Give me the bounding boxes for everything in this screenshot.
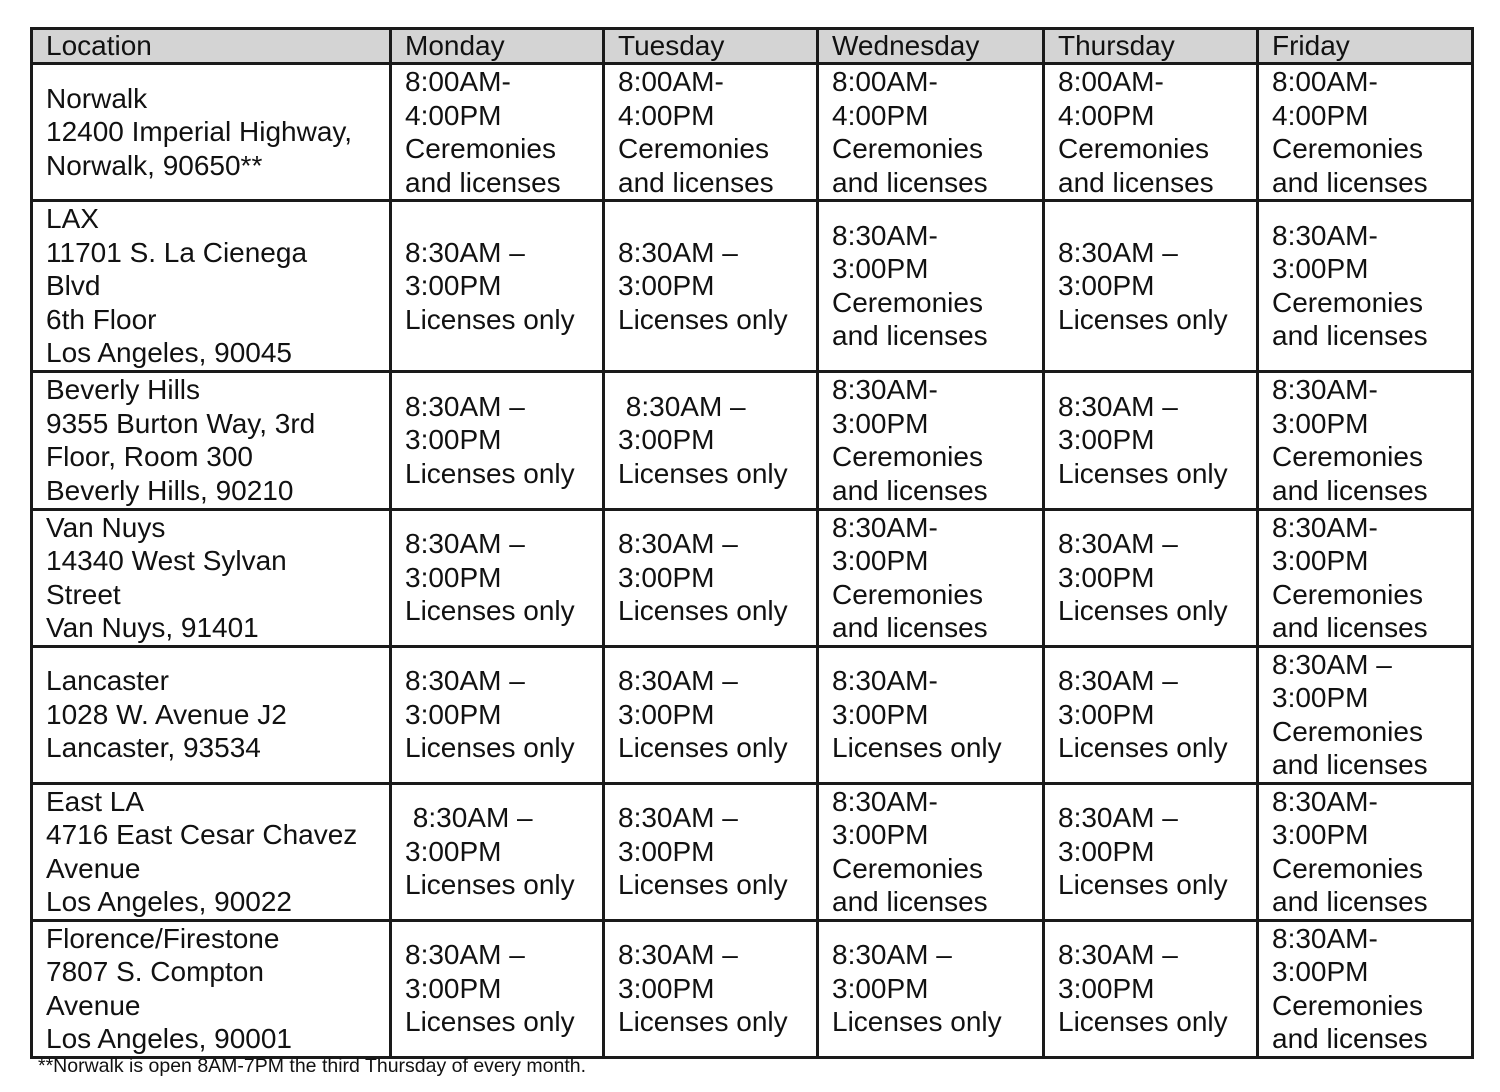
location-line: Van Nuys <box>46 511 166 543</box>
hours-cell-monday <box>391 201 604 372</box>
hours-line: Licenses only <box>618 457 788 489</box>
hours-line: Licenses only <box>1058 1006 1228 1038</box>
hours-line: and licenses <box>618 166 774 198</box>
table-row <box>32 371 1473 509</box>
hours-line: 8:30AM- <box>1272 374 1378 405</box>
hours-line: Ceremonies <box>832 578 983 610</box>
location-line: Beverly Hills, 90210 <box>46 474 294 506</box>
hours-cell-thursday <box>1044 371 1258 509</box>
hours-cell-wednesday <box>818 783 1044 920</box>
hours-line: Ceremonies <box>832 441 983 472</box>
hours-line: 3:00PM <box>1058 561 1155 593</box>
location-line: Florence/Firestone <box>46 922 280 954</box>
hours-cell-wednesday <box>818 509 1044 646</box>
header-thursday: Thursday <box>1044 29 1258 64</box>
hours-line: 8:00AM- <box>405 66 511 97</box>
table-header <box>32 29 1473 64</box>
hours-cell-monday <box>391 783 604 920</box>
hours-line: 8:30AM – <box>618 939 738 971</box>
hours-cell-thursday <box>1044 509 1258 646</box>
location-line: 14340 West Sylvan <box>46 545 287 576</box>
hours-line: Ceremonies <box>832 133 983 164</box>
hours-line: Ceremonies <box>1272 286 1423 318</box>
hours-line: 3:00PM <box>618 835 715 867</box>
hours-line: 8:30AM- <box>832 785 938 817</box>
hours-line: 3:00PM <box>618 270 715 301</box>
hours-line: 3:00PM <box>1058 698 1155 730</box>
location-line: Lancaster, 93534 <box>46 732 261 764</box>
hours-line: 8:30AM – <box>405 802 533 834</box>
hours-line: 4:00PM <box>1272 99 1369 131</box>
hours-cell-thursday <box>1044 646 1258 783</box>
location-cell <box>32 920 391 1057</box>
header-row <box>32 29 1473 64</box>
location-line: Lancaster <box>46 665 169 697</box>
header-friday: Friday <box>1258 29 1473 64</box>
location-line: Los Angeles, 90045 <box>46 337 292 368</box>
hours-cell-friday <box>1258 920 1473 1057</box>
hours-line: 3:00PM <box>1058 270 1155 301</box>
hours-line: 3:00PM <box>405 561 502 593</box>
hours-line: 3:00PM <box>1272 819 1369 850</box>
hours-line: Licenses only <box>1058 303 1228 335</box>
hours-line: and licenses <box>832 886 988 917</box>
hours-line: Licenses only <box>405 457 575 489</box>
hours-line: Licenses only <box>618 1006 788 1038</box>
hours-cell-friday <box>1258 783 1473 920</box>
hours-line: Licenses only <box>618 595 788 627</box>
hours-line: and licenses <box>1272 886 1428 917</box>
hours-line: 8:30AM – <box>618 528 738 560</box>
hours-cell-thursday <box>1044 64 1258 201</box>
hours-line: Licenses only <box>405 732 575 764</box>
location-cell <box>32 64 391 201</box>
location-cell <box>32 646 391 783</box>
hours-line: Ceremonies <box>1272 441 1423 472</box>
hours-line: 8:00AM- <box>1272 66 1378 97</box>
hours-cell-tuesday <box>604 371 818 509</box>
hours-line: 8:30AM – <box>1058 236 1178 268</box>
hours-cell-thursday <box>1044 201 1258 372</box>
hours-line: and licenses <box>1058 166 1214 198</box>
hours-line: 3:00PM <box>618 424 715 456</box>
hours-line: Ceremonies <box>1272 715 1423 747</box>
location-line: Floor, Room 300 <box>46 441 253 472</box>
hours-line: 3:00PM <box>618 972 715 1004</box>
hours-line: 8:30AM- <box>832 511 938 543</box>
hours-cell-tuesday <box>604 201 818 372</box>
hours-line: 8:30AM – <box>405 236 525 268</box>
hours-line: 3:00PM <box>832 407 929 439</box>
table-row <box>32 509 1473 646</box>
hours-line: Licenses only <box>1058 457 1228 489</box>
hours-line: Licenses only <box>405 1006 575 1038</box>
hours-line: and licenses <box>832 612 988 643</box>
hours-line: 3:00PM <box>832 972 929 1004</box>
hours-line: 3:00PM <box>405 424 502 456</box>
hours-line: 8:30AM – <box>1058 939 1178 971</box>
header-wednesday: Wednesday <box>818 29 1044 64</box>
hours-cell-friday <box>1258 646 1473 783</box>
hours-line: 8:30AM – <box>405 939 525 971</box>
hours-line: Ceremonies <box>1272 133 1423 164</box>
table-row <box>32 201 1473 372</box>
table-row <box>32 783 1473 920</box>
hours-line: 3:00PM <box>618 698 715 730</box>
hours-line: Licenses only <box>405 595 575 627</box>
hours-cell-tuesday <box>604 783 818 920</box>
hours-line: 8:30AM- <box>1272 511 1378 543</box>
hours-cell-monday <box>391 64 604 201</box>
hours-line: Ceremonies <box>405 133 556 164</box>
location-line: Blvd <box>46 270 101 301</box>
location-line: East LA <box>46 785 145 817</box>
hours-line: and licenses <box>1272 320 1428 352</box>
location-line: 1028 W. Avenue J2 <box>46 698 287 730</box>
schedule-table <box>30 27 1474 1059</box>
location-cell <box>32 783 391 920</box>
hours-cell-monday <box>391 509 604 646</box>
hours-line: 3:00PM <box>1272 682 1369 713</box>
location-line: Avenue <box>46 852 141 884</box>
hours-line: Licenses only <box>405 869 575 901</box>
hours-line: 3:00PM <box>405 270 502 301</box>
hours-line: Licenses only <box>618 303 788 335</box>
hours-line: Ceremonies <box>1058 133 1209 164</box>
hours-cell-friday <box>1258 371 1473 509</box>
hours-line: 8:30AM- <box>1272 785 1378 817</box>
hours-line: and licenses <box>832 474 988 506</box>
hours-line: Ceremonies <box>1272 578 1423 610</box>
hours-line: 8:30AM – <box>618 802 738 834</box>
location-line: Norwalk <box>46 82 148 114</box>
hours-cell-thursday <box>1044 920 1258 1057</box>
hours-line: Licenses only <box>1058 595 1228 627</box>
hours-line: 8:30AM – <box>832 939 952 971</box>
location-cell <box>32 509 391 646</box>
location-cell <box>32 371 391 509</box>
hours-line: 3:00PM <box>405 972 502 1004</box>
hours-line: 8:30AM – <box>1058 665 1178 697</box>
hours-line: 4:00PM <box>832 99 929 131</box>
hours-line: Licenses only <box>618 869 788 901</box>
hours-line: 8:30AM- <box>832 665 938 697</box>
location-line: 11701 S. La Cienega <box>46 236 308 268</box>
hours-line: and licenses <box>405 166 561 198</box>
hours-cell-wednesday <box>818 64 1044 201</box>
location-line: 6th Floor <box>46 303 157 335</box>
hours-line: 3:00PM <box>1058 835 1155 867</box>
hours-line: 3:00PM <box>832 545 929 576</box>
hours-cell-tuesday <box>604 920 818 1057</box>
location-line: 4716 East Cesar Chavez <box>46 819 358 850</box>
hours-line: Ceremonies <box>618 133 769 164</box>
hours-line: 4:00PM <box>618 99 715 131</box>
hours-line: and licenses <box>1272 166 1428 198</box>
location-line: Los Angeles, 90001 <box>46 1023 292 1054</box>
hours-line: 8:30AM – <box>618 665 738 697</box>
hours-line: and licenses <box>832 166 988 198</box>
hours-line: Licenses only <box>618 732 788 764</box>
table-row <box>32 646 1473 783</box>
hours-cell-tuesday <box>604 646 818 783</box>
hours-line: 3:00PM <box>1058 424 1155 456</box>
location-line: Los Angeles, 90022 <box>46 886 292 917</box>
hours-line: 8:30AM – <box>1058 528 1178 560</box>
hours-cell-thursday <box>1044 783 1258 920</box>
hours-line: 8:30AM – <box>405 390 525 422</box>
hours-line: 8:30AM- <box>832 374 938 405</box>
location-line: 9355 Burton Way, 3rd <box>46 407 316 439</box>
hours-line: 4:00PM <box>1058 99 1155 131</box>
hours-line: Licenses only <box>405 303 575 335</box>
hours-line: Ceremonies <box>1272 852 1423 884</box>
hours-cell-wednesday <box>818 646 1044 783</box>
hours-cell-tuesday <box>604 509 818 646</box>
table-body <box>32 64 1473 1058</box>
hours-line: 8:30AM – <box>618 390 746 422</box>
hours-line: Licenses only <box>1058 732 1228 764</box>
hours-line: 8:30AM – <box>1058 390 1178 422</box>
hours-line: 3:00PM <box>618 561 715 593</box>
hours-line: 3:00PM <box>1272 956 1369 987</box>
hours-line: 8:30AM – <box>1058 802 1178 834</box>
hours-line: and licenses <box>832 320 988 352</box>
hours-cell-monday <box>391 920 604 1057</box>
header-tuesday: Tuesday <box>604 29 818 64</box>
hours-line: 3:00PM <box>832 698 929 730</box>
location-line: Avenue <box>46 989 141 1021</box>
hours-line: Ceremonies <box>832 852 983 884</box>
footnote: **Norwalk is open 8AM-7PM the third Thursday of every month. <box>38 1055 587 1077</box>
location-cell <box>32 201 391 372</box>
location-line: 7807 S. Compton <box>46 956 264 987</box>
hours-cell-friday <box>1258 201 1473 372</box>
hours-line: and licenses <box>1272 749 1428 780</box>
hours-cell-monday <box>391 646 604 783</box>
hours-line: 3:00PM <box>1058 972 1155 1004</box>
header-location: Location <box>32 29 391 64</box>
hours-line: 3:00PM <box>1272 545 1369 576</box>
hours-cell-friday <box>1258 64 1473 201</box>
hours-line: 3:00PM <box>405 835 502 867</box>
hours-cell-wednesday <box>818 371 1044 509</box>
location-line: Norwalk, 90650** <box>46 149 263 181</box>
hours-line: 8:00AM- <box>1058 66 1164 97</box>
location-line: 12400 Imperial Highway, <box>46 116 353 148</box>
header-monday: Monday <box>391 29 604 64</box>
hours-line: 3:00PM <box>832 819 929 850</box>
hours-line: 4:00PM <box>405 99 502 131</box>
hours-line: 8:00AM- <box>618 66 724 97</box>
location-line: Van Nuys, 91401 <box>46 612 259 643</box>
hours-line: 8:30AM – <box>405 665 525 697</box>
hours-line: 8:30AM – <box>1272 648 1392 680</box>
hours-line: 3:00PM <box>1272 407 1369 439</box>
hours-line: and licenses <box>1272 1023 1428 1054</box>
hours-line: 8:30AM – <box>618 236 738 268</box>
hours-cell-wednesday <box>818 920 1044 1057</box>
hours-line: 8:30AM- <box>1272 219 1378 251</box>
location-line: LAX <box>46 203 99 234</box>
hours-line: Licenses only <box>1058 869 1228 901</box>
location-line: Beverly Hills <box>46 374 201 405</box>
hours-line: 8:00AM- <box>832 66 938 97</box>
hours-line: Licenses only <box>832 732 1002 764</box>
hours-cell-monday <box>391 371 604 509</box>
hours-line: 3:00PM <box>832 253 929 285</box>
location-line: Street <box>46 578 121 610</box>
hours-line: 3:00PM <box>405 698 502 730</box>
hours-line: Ceremonies <box>832 286 983 318</box>
hours-line: 8:30AM – <box>405 528 525 560</box>
hours-cell-tuesday <box>604 64 818 201</box>
hours-line: Ceremonies <box>1272 989 1423 1021</box>
table-row <box>32 920 1473 1057</box>
hours-line: 8:30AM- <box>832 219 938 251</box>
hours-line: and licenses <box>1272 612 1428 643</box>
hours-line: Licenses only <box>832 1006 1002 1038</box>
hours-cell-wednesday <box>818 201 1044 372</box>
table-row <box>32 64 1473 201</box>
hours-line: and licenses <box>1272 474 1428 506</box>
hours-line: 3:00PM <box>1272 253 1369 285</box>
hours-line: 8:30AM- <box>1272 922 1378 954</box>
hours-cell-friday <box>1258 509 1473 646</box>
